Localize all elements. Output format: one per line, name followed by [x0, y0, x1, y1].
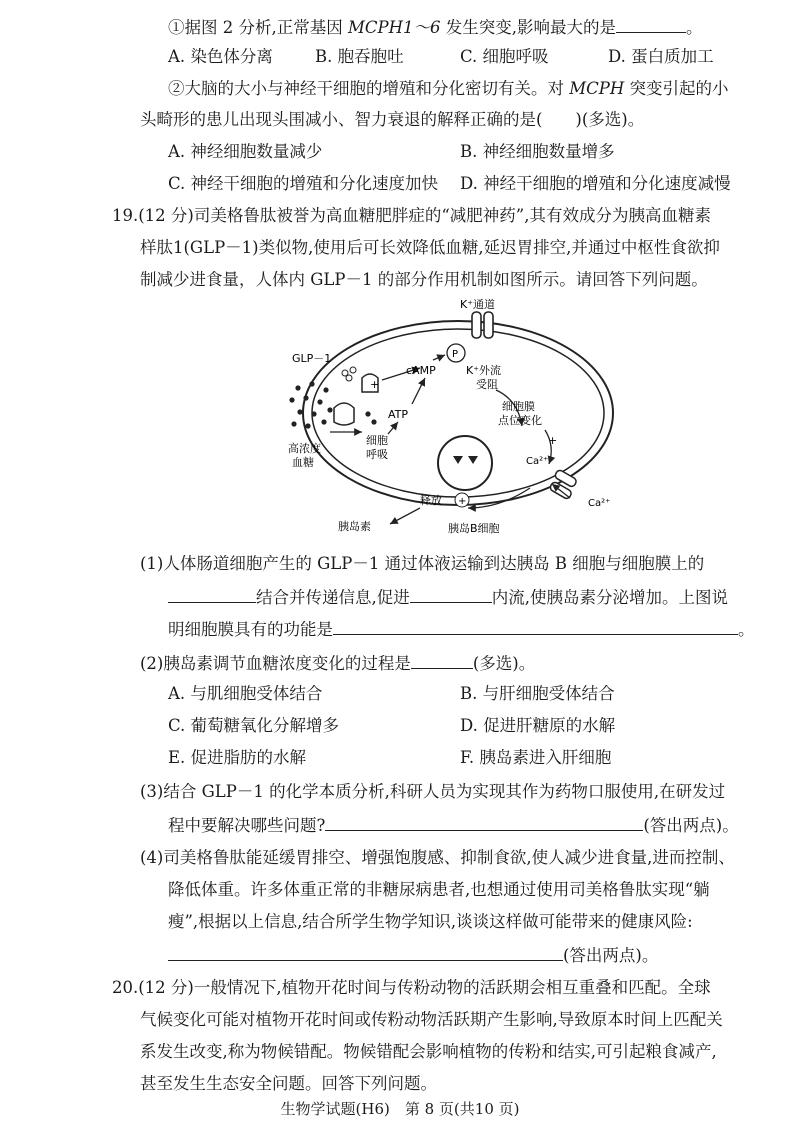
q18-p2-option-c: C. 神经干细胞的增殖和分化速度加快 [168, 174, 439, 193]
arrow-camp-p [433, 355, 445, 360]
q20-line2: 气候变化可能对植物开花时间或传粉动物活跃期产生影响,导致原本时间上匹配关 [140, 1010, 723, 1029]
q19-s4-line3: 瘦”,根据以上信息,结合所学生物学知识,谈谈这样做可能带来的健康风险: [168, 912, 693, 931]
insulin-label: 胰岛素 [338, 520, 371, 533]
plus-sign-2: + [548, 434, 558, 447]
q19-s3-line2 [168, 812, 739, 838]
high-glucose-label-2: 血糖 [292, 456, 314, 469]
k-out-label-2: 受阻 [476, 378, 498, 391]
q18-p1-prefix: ①据图 2 分析,正常基因 [168, 18, 348, 37]
q18-p2-option-d: D. 神经干细胞的增殖和分化速度减慢 [460, 174, 731, 193]
k-out-label-1: K⁺外流 [466, 364, 502, 377]
release-label: 释放 [420, 494, 442, 507]
atp-label: ATP [388, 408, 409, 421]
q19-s1-blank-function[interactable] [333, 616, 738, 635]
q19-s2-text: (2)胰岛素调节血糖浓度变化的过程是 [140, 654, 411, 673]
p-label: P [452, 349, 459, 360]
q19-s1-line1: (1)人体肠道细胞产生的 GLP－1 通过体液运输到达胰岛 B 细胞与细胞膜上的 [140, 554, 705, 573]
q19-s4-suffix: (答出两点)。 [563, 946, 659, 965]
glucose-transporter [334, 403, 354, 425]
high-glucose-label-1: 高浓度 [288, 442, 321, 455]
glp1-molecule-3 [346, 375, 352, 381]
q18-p2-prefix: ②大脑的大小与神经干细胞的增殖和分化密切有关。对 [168, 79, 570, 98]
q19-s3-line1: (3)结合 GLP－1 的化学本质分析,科研人员为实现其作为药物口服使用,在研发过 [140, 782, 726, 801]
q18-p2-option-b: B. 神经细胞数量增多 [460, 142, 615, 161]
q19-s3-line2-text: 程中要解决哪些问题? [168, 816, 326, 835]
q18-p2-line2: 头畸形的患儿出现头围减小、智力衰退的解释正确的是( )(多选)。 [140, 110, 645, 129]
q18-p1-suffix: 发生突变,影响最大的是 [440, 18, 616, 37]
k-channel-left [472, 312, 481, 338]
q19-s1-blank-receptor[interactable] [168, 584, 256, 603]
q18-p1-answer-blank[interactable] [616, 14, 686, 33]
q20-line1: 20.(12 分)一般情况下,植物开花时间与传粉动物的活跃期会相互重叠和匹配。全球 [112, 978, 711, 997]
respiration-label-2: 呼吸 [366, 448, 388, 461]
respiration-label-1: 细胞 [366, 434, 388, 447]
q19-s1-line2-a: 结合并传递信息,促进 [256, 588, 410, 607]
q19-line2: 样肽1(GLP－1)类似物,使用后可长效降低血糖,延迟胃排空,并通过中枢性食欲抑 [140, 238, 720, 257]
k-channel-right [484, 312, 493, 338]
plus-sign-1: + [370, 378, 380, 391]
q18-p1-line [168, 14, 703, 40]
q18-p1-option-d: D. 蛋白质加工 [608, 47, 714, 66]
camp-label: cAMP [406, 364, 436, 377]
arrow-insulin-out [390, 508, 420, 524]
q19-s2-answer-blank[interactable] [411, 650, 473, 669]
k-channel-label: K⁺通道 [460, 298, 496, 311]
q19-s1-line3 [168, 616, 755, 642]
q19-s2-option-d: D. 促进肝糖原的水解 [460, 716, 616, 735]
q19-s1-blank-ion[interactable] [410, 584, 492, 603]
q18-p2-gene: MCPH [569, 79, 625, 98]
q19-s1-line2-b: 内流,使胰岛素分泌增加。上图说 [491, 588, 728, 607]
q18-p1-gene: MCPH1～6 [347, 18, 441, 37]
q19-s2-option-f: F. 胰岛素进入肝细胞 [460, 748, 612, 767]
arrow-respiration-atp [388, 422, 398, 434]
q19-line3: 制减少进食量，人体内 GLP－1 的部分作用机制如图所示。请回答下列问题。 [140, 270, 708, 289]
islet-b-cell-diagram [270, 298, 630, 538]
q18-p1-end: 。 [686, 18, 703, 37]
q19-s2-option-c: C. 葡萄糖氧化分解增多 [168, 716, 340, 735]
q18-p1-option-a: A. 染色体分离 [168, 47, 273, 66]
q19-s1-end: 。 [738, 620, 755, 639]
ca-outside-label: Ca²⁺ [588, 498, 611, 509]
q20-line3: 系发生改变,称为物候错配。物候错配会影响植物的传粉和结实,可引起粮食减产, [140, 1042, 717, 1061]
plus-sign-3: + [458, 496, 467, 507]
q18-p2-suffix: 突变引起的小 [624, 79, 729, 98]
q19-s3-suffix: (答出两点)。 [643, 816, 739, 835]
q19-s2-option-b: B. 与肝细胞受体结合 [460, 684, 615, 703]
q19-s2-line [140, 650, 535, 676]
arrow-atp-camp [412, 378, 425, 404]
q19-s4-line1: (4)司美格鲁肽能延缓胃排空、增强饱腹感、抑制食欲,使人减少进食量,进而控制、 [140, 848, 735, 867]
q19-s4-line4 [168, 942, 658, 968]
q18-p1-option-b: B. 胞吞胞吐 [315, 47, 404, 66]
q19-s4-line2: 降低体重。许多体重正常的非糖尿病患者,也想通过使用司美格鲁肽实现“躺 [168, 880, 710, 899]
q19-s1-line3-text: 明细胞膜具有的功能是 [168, 620, 333, 639]
glp1-molecule-2 [350, 367, 356, 373]
membrane-change-1: 细胞膜 [502, 400, 535, 413]
cell-label: 胰岛B细胞 [448, 522, 500, 535]
q19-s3-answer-blank[interactable] [325, 812, 643, 831]
q19-s2-option-a: A. 与肌细胞受体结合 [168, 684, 323, 703]
q19-s2-suffix: (多选)。 [472, 654, 536, 673]
page-footer: 生物学试题(H6) 第 8 页(共10 页) [280, 1100, 520, 1118]
q18-p1-option-c: C. 细胞呼吸 [460, 47, 549, 66]
nucleus [438, 436, 492, 490]
q19-s2-option-e: E. 促进脂肪的水解 [168, 748, 307, 767]
membrane-change-2: 点位变化 [498, 414, 542, 427]
q18-p2-option-a: A. 神经细胞数量减少 [168, 142, 323, 161]
glp1-label: GLP－1 [292, 352, 332, 365]
q20-line4: 甚至发生生态安全问题。回答下列问题。 [140, 1074, 437, 1093]
q18-p2-line1 [168, 77, 729, 101]
q19-s4-answer-blank[interactable] [168, 942, 563, 961]
q19-line1: 19.(12 分)司美格鲁肽被誉为高血糖肥胖症的“减肥神药”,其有效成分为胰高血糖素 [112, 206, 711, 225]
ca-inside-label: Ca²⁺ [526, 456, 549, 467]
q19-s1-line2 [168, 584, 728, 610]
